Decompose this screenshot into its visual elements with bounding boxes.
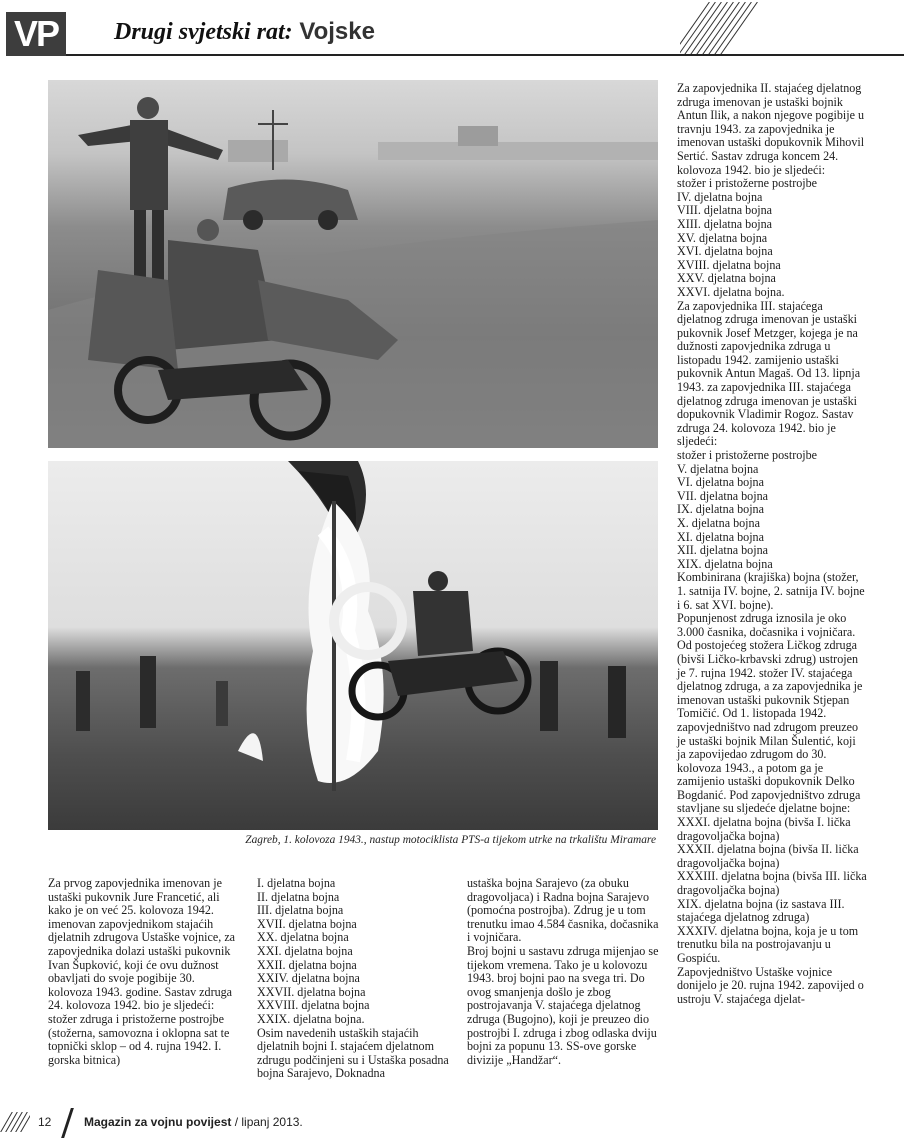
paragraph: Broj bojni u sastavu zdruga mijenjao se tijekom vremena. Tako je u kolovozu 1943. broj bojni pao na svega tri. Do ovog smanjenja došlo je zbog postrojavanja V. stajaćega djelatnog zdruga (Bugojno), koji je preuzeo dio postrojbi I. zdruga i zbog odlaska dviju bojni za popunu 13. SS-ove gorske divizije „Handžar“. xyxy=(467,943,659,1067)
list-item: XXII. djelatna bojna xyxy=(257,957,357,972)
section-title-accent: Vojske xyxy=(292,18,375,45)
list-item: XXI. djelatna bojna xyxy=(257,943,353,958)
list-item: II. djelatna bojna xyxy=(257,889,340,904)
paragraph: Za zapovjednika II. stajaćeg djelatnog zdruga imenovan je ustaški bojnik Antun Ilik, a nakon njegove pogibije u travnju 1943. za zapovjednika je imenovan ustaški dopukovnik Mihovil Sertić. Sastav zdruga koncem 24. kolovoza 1942. bio je sljedeći: xyxy=(677,81,865,177)
list-item: IX. djelatna bojna xyxy=(677,502,764,517)
article-column-right xyxy=(677,82,867,1006)
list-item: XVII. djelatna bojna xyxy=(257,916,357,931)
list-item: Kombinirana (krajiška) bojna (stožer, 1. satnija IV. bojne, 2. satnija IV. bojne i 6. sat XVI. bojne). xyxy=(677,570,865,612)
list-item: VIII. djelatna bojna xyxy=(677,203,773,218)
photo-motorcycle-acrobatics xyxy=(48,80,658,448)
header-rule xyxy=(66,54,904,56)
photo-motorcycle-fire-jump-illustration xyxy=(48,461,658,830)
list-item: IV. djelatna bojna xyxy=(677,189,763,204)
list-item: XIX. djelatna bojna (iz sastava III. stajaćega djelatnog zdruga) xyxy=(677,896,845,925)
list-item: XIX. djelatna bojna xyxy=(677,556,773,571)
list-item: XII. djelatna bojna xyxy=(677,543,769,558)
list-item: XVI. djelatna bojna xyxy=(677,244,773,259)
list-item: V. djelatna bojna xyxy=(677,461,759,476)
list-item: XXIV. djelatna bojna xyxy=(257,971,360,986)
list-item: X. djelatna bojna xyxy=(677,516,760,530)
issue-date: / lipanj 2013. xyxy=(231,1115,303,1129)
list-item: stožer i pristožerne postrojbe xyxy=(677,448,818,463)
list-item: XVIII. djelatna bojna xyxy=(677,257,781,272)
paragraph: stožer zdruga i pristožerne postrojbe (stožerna, samovozna i oklopna sat te topnički sklop – od 4. rujna 1942. I. gorska bitnica) xyxy=(48,1011,230,1067)
list-item: XX. djelatna bojna xyxy=(257,930,349,945)
page-footer xyxy=(0,1100,904,1138)
list-item: XXVII. djelatna bojna xyxy=(257,984,366,999)
list-item: XXXIII. djelatna bojna (bivša III. lička dragovoljačka bojna) xyxy=(677,869,867,898)
footer-hatch-decoration xyxy=(0,1112,30,1132)
paragraph: Zapovjedništvo Ustaške vojnice donijelo je 20. rujna 1942. zapovijed o ustroju V. stajaćega djelat- xyxy=(677,964,864,1006)
list-item: XXVI. djelatna bojna. xyxy=(677,284,785,299)
list-item: XXXIV. djelatna bojna, koja je u tom trenutku bila na postrojavanju u Gospiću. xyxy=(677,923,859,965)
list-item: XXV. djelatna bojna xyxy=(677,271,776,286)
footer-slash xyxy=(61,1108,74,1138)
list-item: XXXII. djelatna bojna (bivša II. lička dragovoljačka bojna) xyxy=(677,842,859,870)
magazine-name: Magazin za vojnu povijest xyxy=(84,1115,232,1129)
page-number: 12 xyxy=(38,1115,52,1129)
paragraph: Za prvog zapovjednika imenovan je ustaški pukovnik Jure Francetić, ali kako je on već 25. kolovoza 1942. imenovan zapovjednikom stajaćih djelatnih zdrugova Ustaške vojnice, za zapovjednika dolazi ustaški pukovnik Ivan Šupković, koji će ovu dužnost obavljati do svoje pogibije 30. kolovoza 1943. godine. Sastav zdruga 24. kolovoza 1942. bio je sljedeći: xyxy=(48,876,236,1013)
list-item: XXVIII. djelatna bojna xyxy=(257,998,370,1013)
list-item: XI. djelatna bojna xyxy=(677,529,764,544)
list-item: stožer i pristožerne postrojbe xyxy=(677,176,818,191)
paragraph: Od postojećeg stožera Ličkog zdruga (bivši Ličko-krbavski zdrug) ustrojen je 7. rujna 1942. stožer IV. stajaćega djelatnog zdruga, a za zapovjednika je imenovan ustaški pukovnik Stjepan Tomičić. Od 1. listopada 1942. zapovjedništvo nad zdrugom preuzeo je ustaški bojnik Milan Šulentić, koji ja zapovijedao zdrugom do 30. kolovoza 1943., a potom ga je zamijenio ustaški dopukovnik Delko Bogdanić. Pod zapovjedništvo zdruga stavljane su sljedeće djelatne bojne: xyxy=(677,638,863,816)
section-title-main: Drugi svjetski rat: xyxy=(114,19,293,45)
photo-caption: Zagreb, 1. kolovoza 1943., nastup motociklista PTS-a tijekom utrke na trkalištu Miramare xyxy=(245,834,656,846)
magazine-logo: VP xyxy=(6,12,66,56)
photo-motorcycle-fire-jump xyxy=(48,461,658,830)
list-item: VI. djelatna bojna xyxy=(677,475,764,490)
article-column-bottom-1 xyxy=(48,877,240,1067)
header-hatch-decoration xyxy=(680,2,760,54)
paragraph: ustaška bojna Sarajevo (za obuku dragovoljaca) i Radna bojna Sarajevo (pomoćna postrojba). Zdrug je u tom trenutku imao 4.584 časnika, dočasnika i vojničara. xyxy=(467,876,659,945)
paragraph: Osim navedenih ustaških stajaćih djelatnih bojni I. stajaćem djelatnom zdrugu podčinjeni su i Ustaška posadna bojna Sarajevo, Doknadna xyxy=(257,1025,449,1081)
list-item: I. djelatna bojna xyxy=(257,876,336,890)
paragraph: Popunjenost zdruga iznosila je oko 3.000 časnika, dočasnika i vojničara. xyxy=(677,611,856,639)
paragraph: Za zapovjednika III. stajaćega djelatnog zdruga imenovan je ustaški pukovnik Josef Metzger, kojega je na dužnosti zapovjednika zdruga u listopadu 1942. zamijenio ustaški pukovnik Antun Magaš. Od 13. lipnja 1943. za zapovjednika III. stajaćega djelatnog zdruga imenovan je ustaški dopukovnik Vladimir Rogoz. Sastav zdruga 24. kolovoza 1942. bio je sljedeći: xyxy=(677,298,861,449)
page-header xyxy=(0,0,904,62)
article-column-bottom-3 xyxy=(467,877,659,1067)
footer-magazine-info xyxy=(84,1115,303,1129)
list-item: III. djelatna bojna xyxy=(257,903,344,918)
list-item: XXIX. djelatna bojna. xyxy=(257,1011,365,1026)
list-item: XXXI. djelatna bojna (bivša I. lička dragovoljačka bojna) xyxy=(677,815,851,843)
list-item: XV. djelatna bojna xyxy=(677,230,768,245)
section-title xyxy=(114,18,375,46)
list-item: XIII. djelatna bojna xyxy=(677,216,773,231)
list-item: VII. djelatna bojna xyxy=(677,488,769,503)
photo-motorcycle-acrobatics-illustration xyxy=(48,80,658,448)
article-column-bottom-2 xyxy=(257,877,451,1081)
